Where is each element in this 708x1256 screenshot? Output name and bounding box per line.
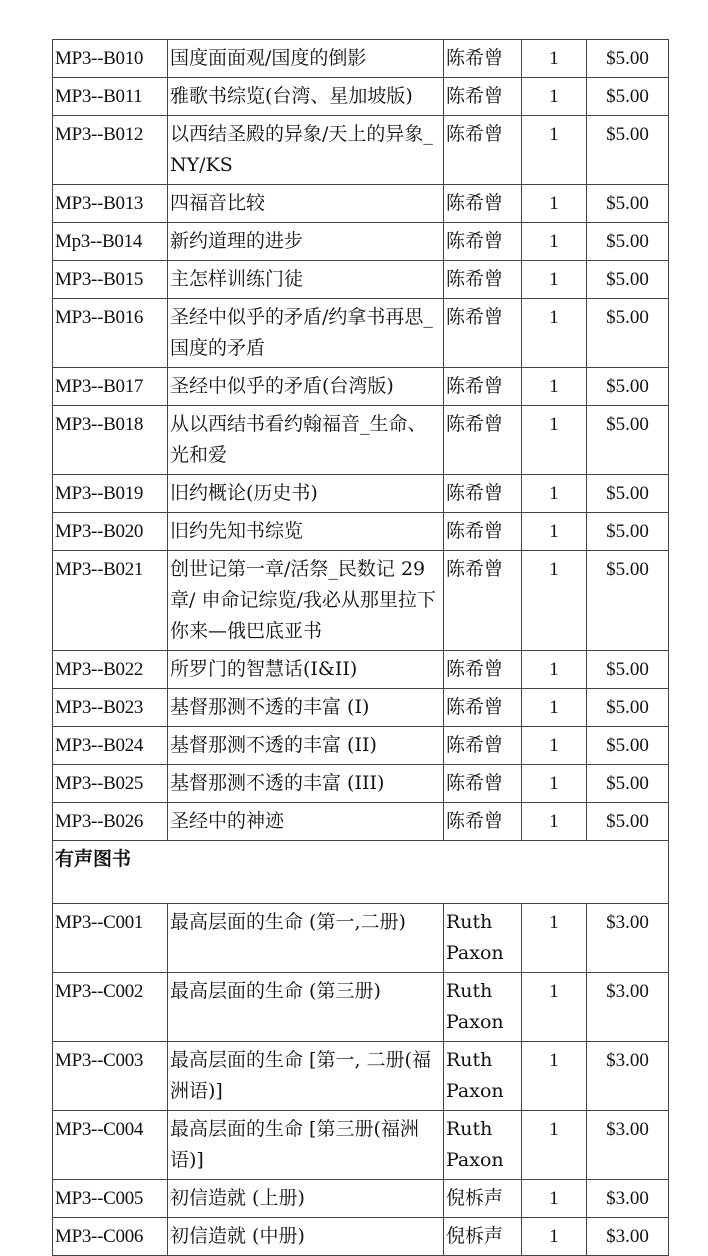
table-row	[53, 973, 669, 1042]
item-code: MP3--C001	[53, 904, 168, 973]
item-title: 四福音比较	[168, 185, 444, 223]
item-price: $5.00	[587, 406, 669, 475]
item-price: $5.00	[587, 513, 669, 551]
item-quantity: 1	[522, 406, 587, 475]
item-quantity: 1	[522, 904, 587, 973]
item-title: 创世记第一章/活祭_民数记 29 章/ 申命记综览/我必从那里拉下你来—俄巴底亚书	[168, 551, 444, 651]
item-quantity: 1	[522, 765, 587, 803]
item-price: $5.00	[587, 803, 669, 841]
item-code: MP3--C005	[53, 1180, 168, 1218]
item-price: $5.00	[587, 261, 669, 299]
table-row	[53, 1218, 669, 1256]
item-author: 陈希曾	[444, 185, 522, 223]
table-row	[53, 513, 669, 551]
item-title: 国度面面观/国度的倒影	[168, 40, 444, 78]
item-title: 最高层面的生命 [第三册(福洲语)]	[168, 1111, 444, 1180]
item-price: $5.00	[587, 40, 669, 78]
item-code: MP3--B022	[53, 651, 168, 689]
item-code: MP3--B023	[53, 689, 168, 727]
item-price: $5.00	[587, 765, 669, 803]
item-price: $5.00	[587, 689, 669, 727]
item-code: MP3--C002	[53, 973, 168, 1042]
item-price: $5.00	[587, 185, 669, 223]
item-quantity: 1	[522, 223, 587, 261]
item-quantity: 1	[522, 973, 587, 1042]
item-title: 基督那测不透的丰富 (II)	[168, 727, 444, 765]
item-title: 主怎样训练门徒	[168, 261, 444, 299]
item-title: 圣经中似乎的矛盾/约拿书再思_国度的矛盾	[168, 299, 444, 368]
item-author: 陈希曾	[444, 116, 522, 185]
item-price: $3.00	[587, 904, 669, 973]
table-row	[53, 689, 669, 727]
item-author: Ruth Paxon	[444, 1042, 522, 1111]
item-title: 初信造就 (中册)	[168, 1218, 444, 1256]
item-author: 倪柝声	[444, 1180, 522, 1218]
item-price: $3.00	[587, 973, 669, 1042]
item-code: MP3--B018	[53, 406, 168, 475]
item-quantity: 1	[522, 513, 587, 551]
item-title: 基督那测不透的丰富 (I)	[168, 689, 444, 727]
item-author: 陈希曾	[444, 765, 522, 803]
item-author: 陈希曾	[444, 78, 522, 116]
table-row	[53, 1042, 669, 1111]
series-c-rows	[53, 904, 669, 1256]
item-author: 倪柝声	[444, 1218, 522, 1256]
table-row	[53, 261, 669, 299]
item-title: 旧约先知书综览	[168, 513, 444, 551]
table-row	[53, 368, 669, 406]
item-author: Ruth Paxon	[444, 1111, 522, 1180]
item-title: 最高层面的生命 (第一,二册)	[168, 904, 444, 973]
item-price: $5.00	[587, 78, 669, 116]
item-quantity: 1	[522, 1111, 587, 1180]
table-row	[53, 185, 669, 223]
table-row	[53, 78, 669, 116]
item-code: MP3--B016	[53, 299, 168, 368]
item-title: 雅歌书综览(台湾、星加坡版)	[168, 78, 444, 116]
item-author: 陈希曾	[444, 651, 522, 689]
item-author: 陈希曾	[444, 406, 522, 475]
item-code: MP3--B017	[53, 368, 168, 406]
item-title: 基督那测不透的丰富 (III)	[168, 765, 444, 803]
item-author: 陈希曾	[444, 40, 522, 78]
table-row	[53, 299, 669, 368]
item-title: 圣经中似乎的矛盾(台湾版)	[168, 368, 444, 406]
catalog-table	[52, 39, 669, 1256]
item-quantity: 1	[522, 116, 587, 185]
item-quantity: 1	[522, 40, 587, 78]
item-title: 初信造就 (上册)	[168, 1180, 444, 1218]
item-code: MP3--B020	[53, 513, 168, 551]
item-price: $3.00	[587, 1042, 669, 1111]
item-code: MP3--B019	[53, 475, 168, 513]
item-code: MP3--C004	[53, 1111, 168, 1180]
item-title: 旧约概论(历史书)	[168, 475, 444, 513]
item-author: 陈希曾	[444, 223, 522, 261]
item-code: MP3--B025	[53, 765, 168, 803]
item-author: 陈希曾	[444, 475, 522, 513]
item-quantity: 1	[522, 1218, 587, 1256]
item-title: 以西结圣殿的异象/天上的异象_NY/KS	[168, 116, 444, 185]
item-price: $5.00	[587, 651, 669, 689]
item-price: $3.00	[587, 1180, 669, 1218]
table-row	[53, 551, 669, 651]
item-author: Ruth Paxon	[444, 973, 522, 1042]
series-b-rows	[53, 40, 669, 841]
item-price: $5.00	[587, 299, 669, 368]
item-author: 陈希曾	[444, 689, 522, 727]
item-quantity: 1	[522, 727, 587, 765]
item-quantity: 1	[522, 368, 587, 406]
item-author: 陈希曾	[444, 261, 522, 299]
item-price: $5.00	[587, 368, 669, 406]
item-quantity: 1	[522, 78, 587, 116]
item-quantity: 1	[522, 1042, 587, 1111]
item-price: $5.00	[587, 223, 669, 261]
item-price: $3.00	[587, 1111, 669, 1180]
table-row	[53, 40, 669, 78]
item-code: MP3--B015	[53, 261, 168, 299]
item-author: 陈希曾	[444, 803, 522, 841]
item-quantity: 1	[522, 551, 587, 651]
item-quantity: 1	[522, 185, 587, 223]
item-price: $3.00	[587, 1218, 669, 1256]
table-row	[53, 651, 669, 689]
item-code: Mp3--B014	[53, 223, 168, 261]
item-code: MP3--B024	[53, 727, 168, 765]
item-title: 最高层面的生命 [第一, 二册(福洲语)]	[168, 1042, 444, 1111]
section-heading: 有声图书	[53, 841, 669, 904]
item-code: MP3--C006	[53, 1218, 168, 1256]
item-code: MP3--C003	[53, 1042, 168, 1111]
item-author: 陈希曾	[444, 551, 522, 651]
table-row	[53, 1111, 669, 1180]
item-price: $5.00	[587, 475, 669, 513]
item-quantity: 1	[522, 651, 587, 689]
table-row	[53, 223, 669, 261]
item-price: $5.00	[587, 551, 669, 651]
item-code: MP3--B013	[53, 185, 168, 223]
item-author: Ruth Paxon	[444, 904, 522, 973]
table-row	[53, 904, 669, 973]
item-quantity: 1	[522, 803, 587, 841]
item-title: 圣经中的神迹	[168, 803, 444, 841]
item-code: MP3--B026	[53, 803, 168, 841]
item-price: $5.00	[587, 116, 669, 185]
table-row	[53, 803, 669, 841]
item-title: 所罗门的智慧话(I&II)	[168, 651, 444, 689]
item-code: MP3--B012	[53, 116, 168, 185]
table-row	[53, 475, 669, 513]
item-author: 陈希曾	[444, 513, 522, 551]
item-quantity: 1	[522, 689, 587, 727]
item-price: $5.00	[587, 727, 669, 765]
item-quantity: 1	[522, 475, 587, 513]
section-c-heading-row	[53, 841, 669, 904]
item-author: 陈希曾	[444, 368, 522, 406]
item-quantity: 1	[522, 261, 587, 299]
item-author: 陈希曾	[444, 727, 522, 765]
item-author: 陈希曾	[444, 299, 522, 368]
table-row	[53, 116, 669, 185]
item-code: MP3--B021	[53, 551, 168, 651]
item-title: 最高层面的生命 (第三册)	[168, 973, 444, 1042]
table-row	[53, 765, 669, 803]
item-title: 从以西结书看约翰福音_生命、光和爱	[168, 406, 444, 475]
item-quantity: 1	[522, 1180, 587, 1218]
item-code: MP3--B011	[53, 78, 168, 116]
table-row	[53, 406, 669, 475]
item-quantity: 1	[522, 299, 587, 368]
table-row	[53, 727, 669, 765]
item-title: 新约道理的进步	[168, 223, 444, 261]
item-code: MP3--B010	[53, 40, 168, 78]
